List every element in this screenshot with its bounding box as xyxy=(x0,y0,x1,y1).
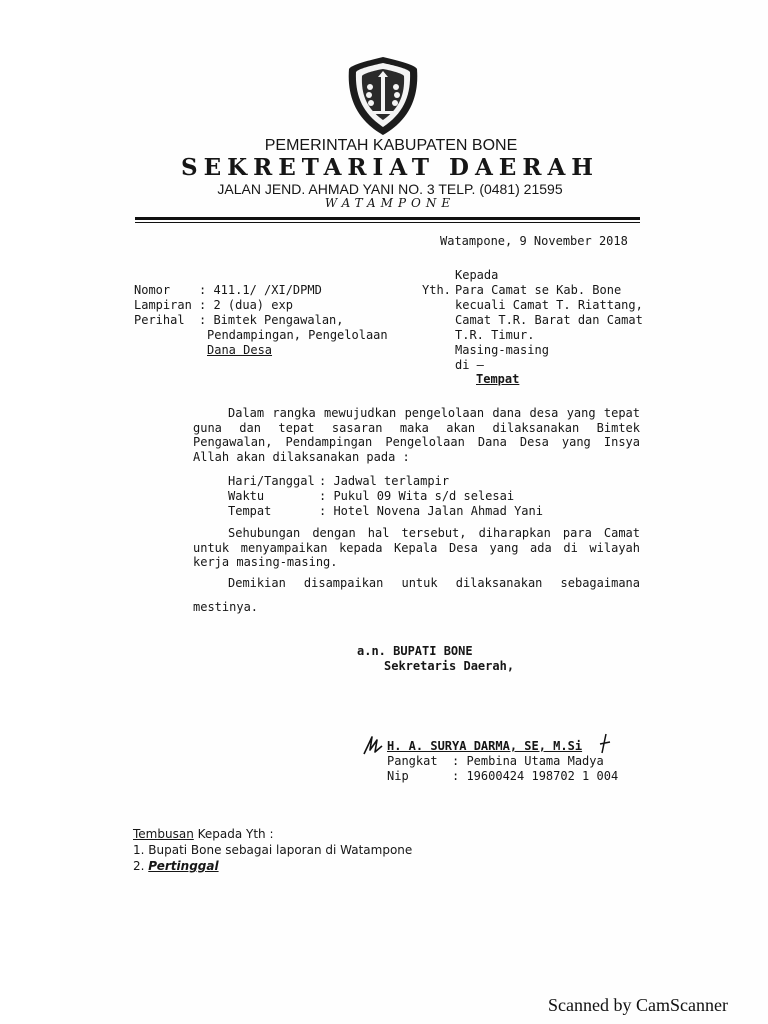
tembusan-item-2-number: 2. xyxy=(133,859,149,873)
body-paragraph-3-end: mestinya. xyxy=(193,600,259,614)
recipient-line5: Masing-masing xyxy=(455,343,549,357)
tembusan-item-1: 1. Bupati Bone sebagai laporan di Watampone xyxy=(133,843,413,857)
schedule-label-1: Waktu xyxy=(228,489,265,503)
tembusan-title-rest: Kepada Yth : xyxy=(193,827,274,841)
nomor-value: : 411.1/ /XI/DPMD xyxy=(199,283,322,297)
recipient-tempat: Tempat xyxy=(476,372,520,386)
letter-date: Watampone, 9 November 2018 xyxy=(440,234,628,248)
letterhead-rule-thin xyxy=(135,222,640,223)
body-paragraph-3: Demikian disampaikan untuk dilaksanakan sebagaimana xyxy=(228,576,640,590)
recipient-line3: Camat T.R. Barat dan Camat xyxy=(455,313,643,327)
schedule-value-0: : Jadwal terlampir xyxy=(319,474,450,488)
pangkat-value: : Pembina Utama Madya xyxy=(452,754,604,768)
schedule-label-2: Tempat xyxy=(228,504,272,518)
recipient-line2: kecuali Camat T. Riattang, xyxy=(455,298,643,312)
letterhead-office: SEKRETARIAT DAERAH xyxy=(180,154,600,181)
signature-title: Sekretaris Daerah, xyxy=(384,659,515,673)
body-paragraph-1: Dalam rangka mewujudkan pengelolaan dana desa yang tepat guna dan tepat sasaran maka akan dilaksanakan Bimtek Pengawalan, Pendampingan Pengelolaan Dana Desa yang Insya Allah akan dilaksanakan pada : xyxy=(193,406,640,464)
tembusan-heading xyxy=(133,827,274,841)
pangkat-label: Pangkat xyxy=(387,754,438,768)
lampiran-value: : 2 (dua) exp xyxy=(199,298,293,312)
recipient-di: di – xyxy=(455,358,484,372)
signatory-name: H. A. SURYA DARMA, SE, M.Si xyxy=(387,739,583,753)
recipient-line1: Para Camat se Kab. Bone xyxy=(455,283,622,297)
recipient-yth: Yth. xyxy=(422,283,451,297)
perihal-label: Perihal xyxy=(134,313,185,327)
nip-label: Nip xyxy=(387,769,409,783)
tembusan-title: Tembusan xyxy=(133,827,194,841)
lampiran-label: Lampiran xyxy=(134,298,192,312)
schedule-label-0: Hari/Tanggal xyxy=(228,474,315,488)
recipient-line4: T.R. Timur. xyxy=(455,328,535,342)
body-paragraph-2: Sehubungan dengan hal tersebut, diharapkan para Camat untuk menyampaikan kepada Kepala Desa yang ada di wilayah kerja masing-masing. xyxy=(193,526,640,569)
recipient-kepada: Kepada xyxy=(455,268,499,282)
initial-mark-icon xyxy=(598,733,612,755)
nip-value: : 19600424 198702 1 004 xyxy=(452,769,619,783)
tembusan-item-2-label: Pertinggal xyxy=(148,859,219,873)
perihal-line3: Dana Desa xyxy=(207,343,273,357)
letterhead-government: PEMERINTAH KABUPATEN BONE xyxy=(264,137,518,154)
tembusan-item-2 xyxy=(133,859,219,873)
schedule-value-1: : Pukul 09 Wita s/d selesai xyxy=(319,489,515,503)
nomor-label: Nomor xyxy=(134,283,171,297)
schedule-value-2: : Hotel Novena Jalan Ahmad Yani xyxy=(319,504,543,518)
letterhead-rule-thick xyxy=(135,217,640,220)
signature-scribble-icon xyxy=(362,734,384,758)
letterhead-city: WATAMPONE xyxy=(324,196,456,210)
letterhead-address: JALAN JEND. AHMAD YANI NO. 3 TELP. (0481) 21595 xyxy=(217,181,563,197)
kabupaten-bone-emblem xyxy=(345,55,421,137)
perihal-line1: : Bimtek Pengawalan, xyxy=(199,313,344,327)
perihal-line2: Pendampingan, Pengelolaan xyxy=(207,328,388,342)
camscanner-watermark: Scanned by CamScanner xyxy=(548,995,728,1015)
signature-an: a.n. BUPATI BONE xyxy=(357,644,473,658)
